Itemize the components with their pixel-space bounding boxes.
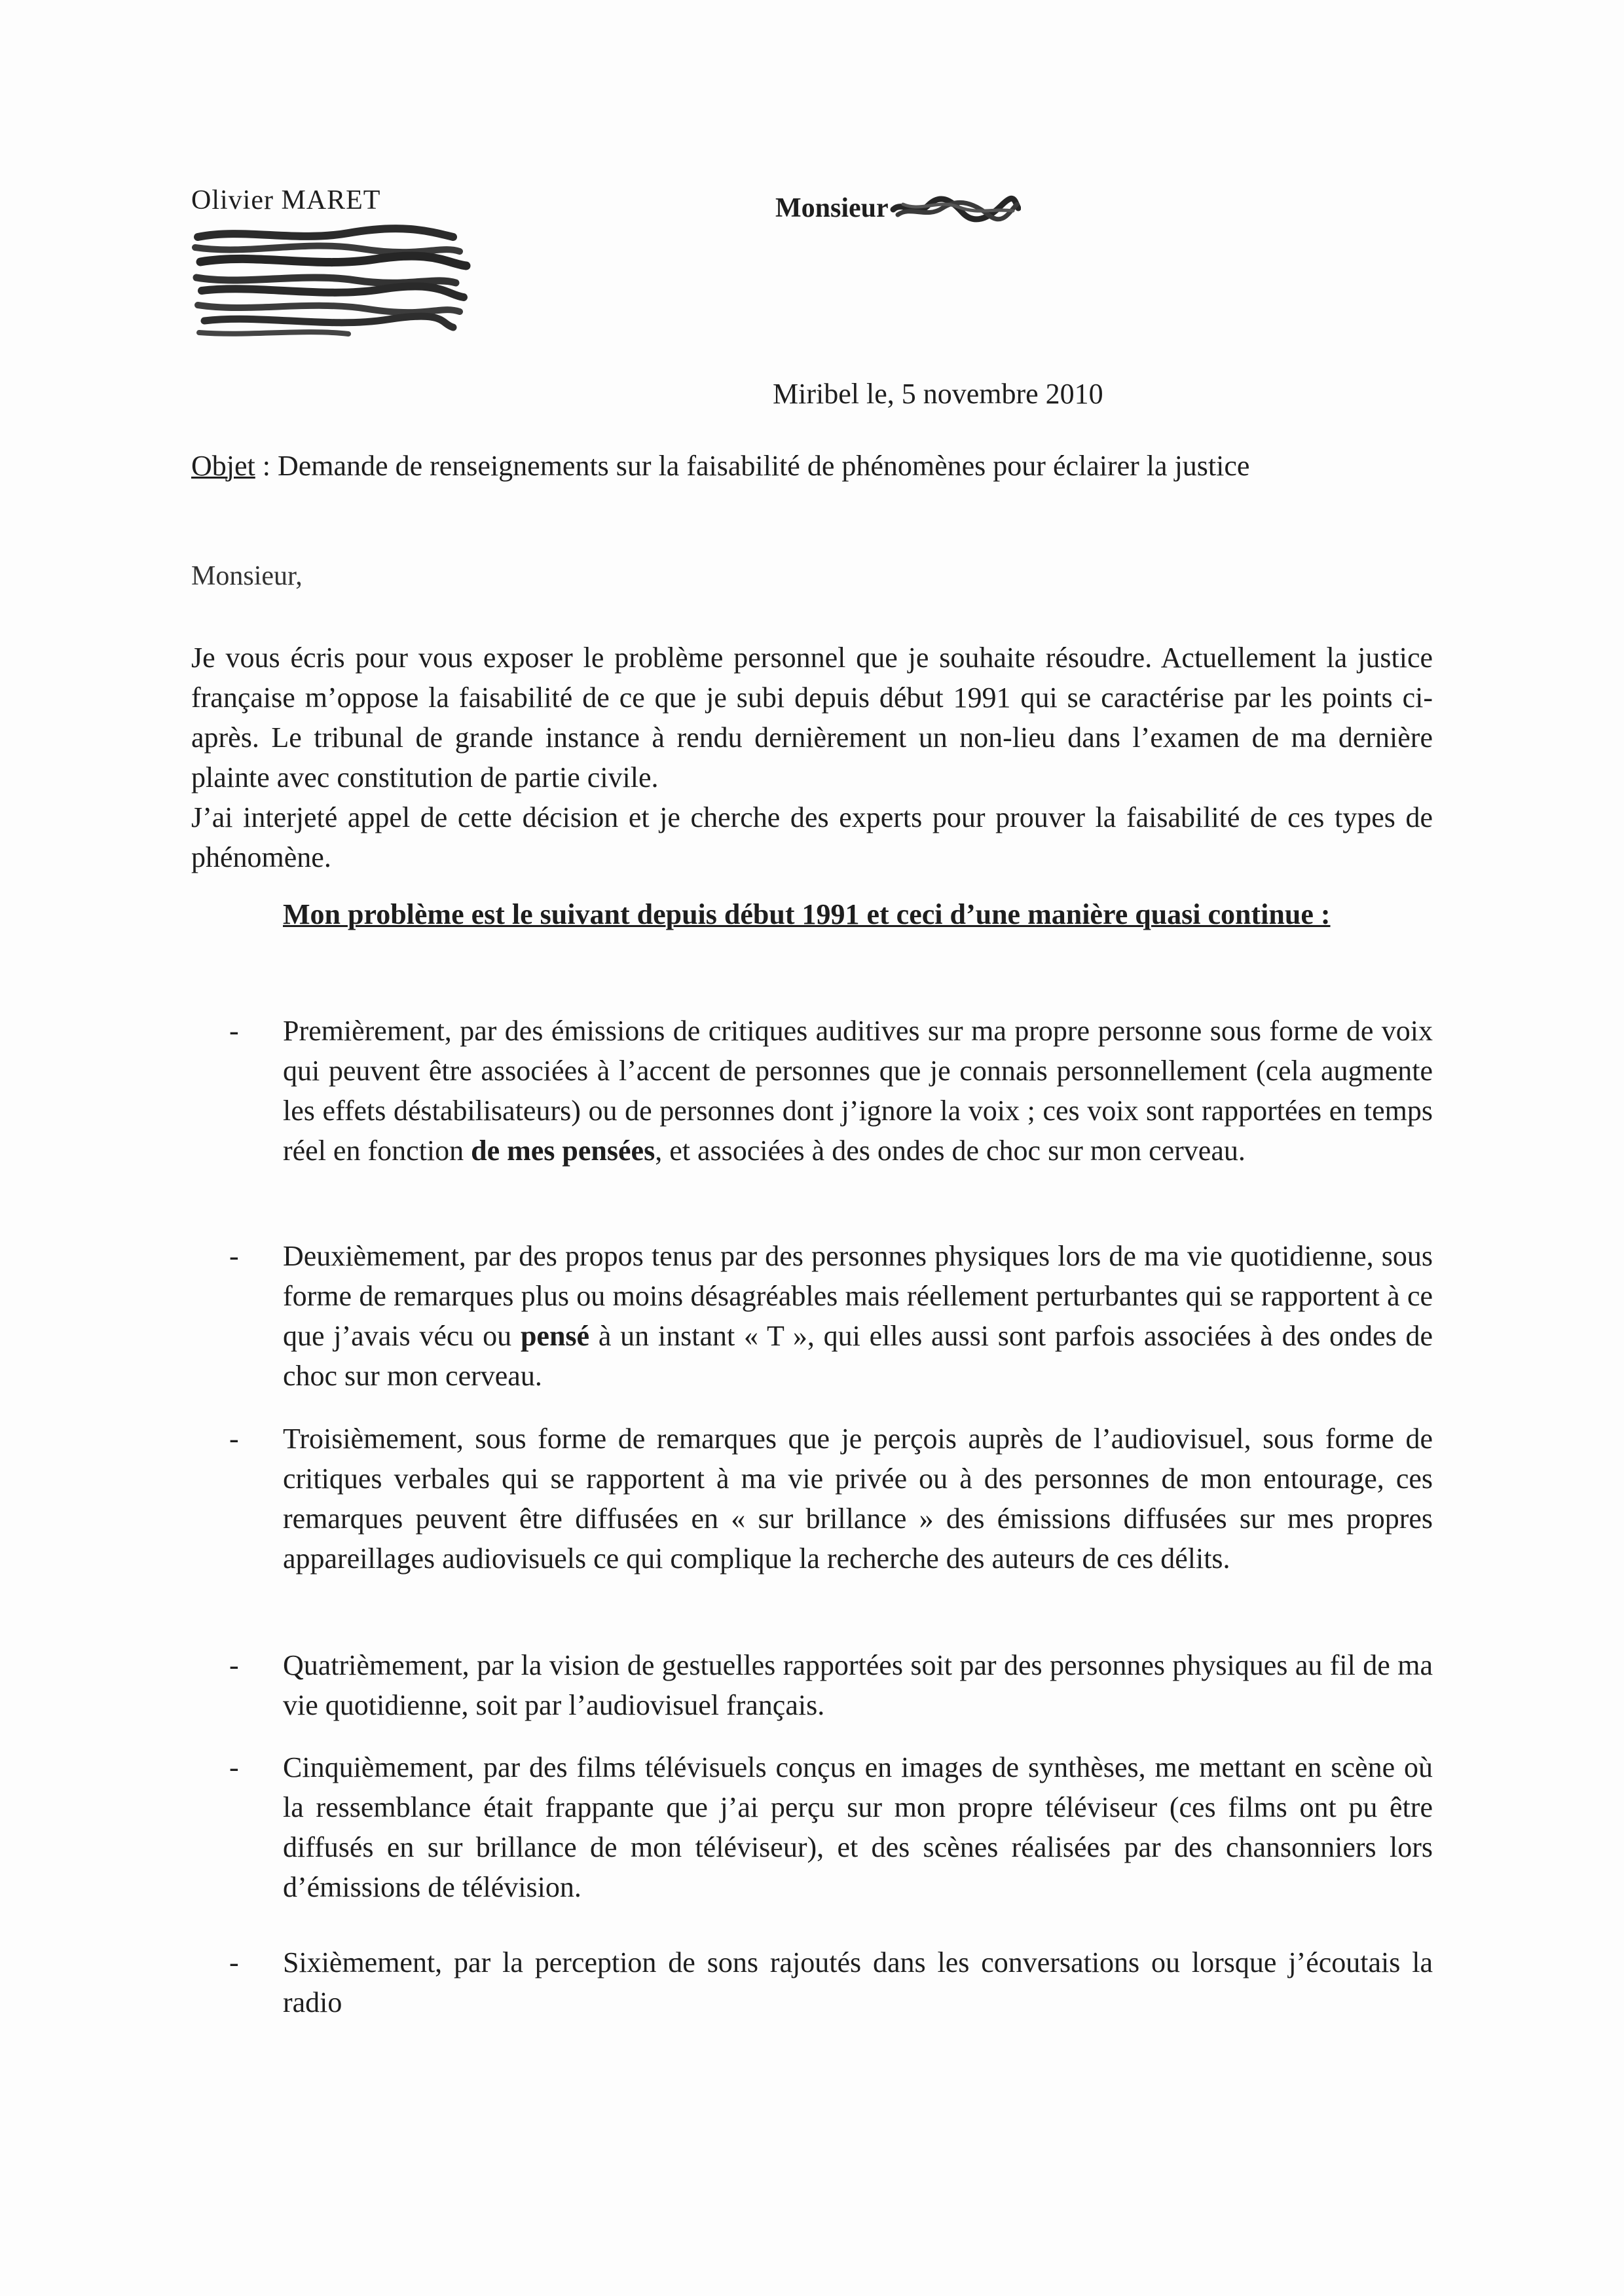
- list-item-text: Deuxièmement, par des propos tenus par des personnes physiques lors de ma vie quotidienne, sous forme de remarques plus ou moins désagréables mais réellement perturbantes qui se rapportent à ce que j’avais vécu ou pensé à un instant « T », qui elles aussi sont parfois associées à des ondes de choc sur mon cerveau.: [283, 1240, 1433, 1392]
- list-item-text: Cinquièmement, par des films télévisuels conçus en images de synthèses, me mettant en scène où la ressemblance était frappante que j’ai perçu sur mon propre téléviseur (ces films ont pu être diffusés en sur brillance de mon téléviseur), et des scènes réalisées par des chansonniers lors d’émissions de télévision.: [283, 1751, 1433, 1903]
- subject-text: Demande de renseignements sur la faisabilité de phénomènes pour éclairer la justice: [278, 450, 1250, 482]
- bold-phrase: pensé: [520, 1320, 590, 1352]
- list-dash: -: [229, 1946, 239, 1978]
- list-item-text: Sixièmement, par la perception de sons rajoutés dans les conversations ou lorsque j’écoutais la radio: [283, 1946, 1433, 2018]
- salutation: Monsieur,: [191, 561, 303, 591]
- list-item-text: Premièrement, par des émissions de critiques auditives sur ma propre personne sous forme de voix qui peuvent être associées à l’accent de personnes que je connais personnellement (cela augmente les effets déstabilisateurs) ou de personnes dont j’ignore la voix ; ces voix sont rapportées en temps réel en fonction de mes pensées, et associées à des ondes de choc sur mon cerveau.: [283, 1015, 1433, 1167]
- list-dash: -: [229, 1015, 239, 1047]
- intro-block: [191, 638, 1433, 877]
- intro-paragraph-2: J’ai interjeté appel de cette décision et je cherche des experts pour prouver la faisabilité de ces types de phénomène.: [191, 801, 1433, 873]
- list-item-text: Troisièmement, sous forme de remarques que je perçois auprès de l’audiovisuel, sous forme de critiques verbales qui se rapportent à ma vie privée ou à des personnes de mon entourage, ces remarques peuvent être diffusées en « sur brillance » des émissions diffusées sur mes propres appareillages audiovisuels ce qui complique la recherche des auteurs de ces délits.: [283, 1423, 1433, 1575]
- subject-label: Objet: [191, 450, 255, 482]
- subject-separator: :: [255, 450, 278, 482]
- intro-paragraph: Je vous écris pour vous exposer le problème personnel que je souhaite résoudre. Actuellement la justice française m’oppose la faisabilité de ce que je subi depuis début 1991 qui se caractérise par les points ci-après. Le tribunal de grande instance à rendu dernièrement un non-lieu dans l’examen de ma dernière plainte avec constitution de partie civile.: [191, 642, 1433, 793]
- list-item: [229, 1419, 1433, 1578]
- list-item: [229, 1011, 1433, 1171]
- list-item: [229, 1645, 1433, 1725]
- list-item: [229, 1747, 1433, 1907]
- recipient-line: [775, 189, 1021, 228]
- list-item: [229, 1236, 1433, 1396]
- list-dash: -: [229, 1240, 239, 1272]
- redacted-name-scribble: [890, 189, 1021, 228]
- problem-heading: Mon problème est le suivant depuis début 1991 et ceci d’une manière quasi continue :: [283, 898, 1331, 930]
- list-item-text: Quatrièmement, par la vision de gestuelles rapportées soit par des personnes physiques au fil de ma vie quotidienne, soit par l’audiovisuel français.: [283, 1649, 1433, 1721]
- list-item: [229, 1942, 1433, 2022]
- redacted-address-scribble: [191, 223, 473, 340]
- bold-phrase: de mes pensées: [471, 1135, 655, 1167]
- list-dash: -: [229, 1423, 239, 1455]
- list-dash: -: [229, 1649, 239, 1681]
- recipient-salutation: Monsieur: [775, 193, 889, 223]
- list-dash: -: [229, 1751, 239, 1783]
- subject-line: [191, 449, 1249, 483]
- date-line: Miribel le, 5 novembre 2010: [773, 378, 1103, 410]
- sender-name: Olivier MARET: [191, 185, 381, 215]
